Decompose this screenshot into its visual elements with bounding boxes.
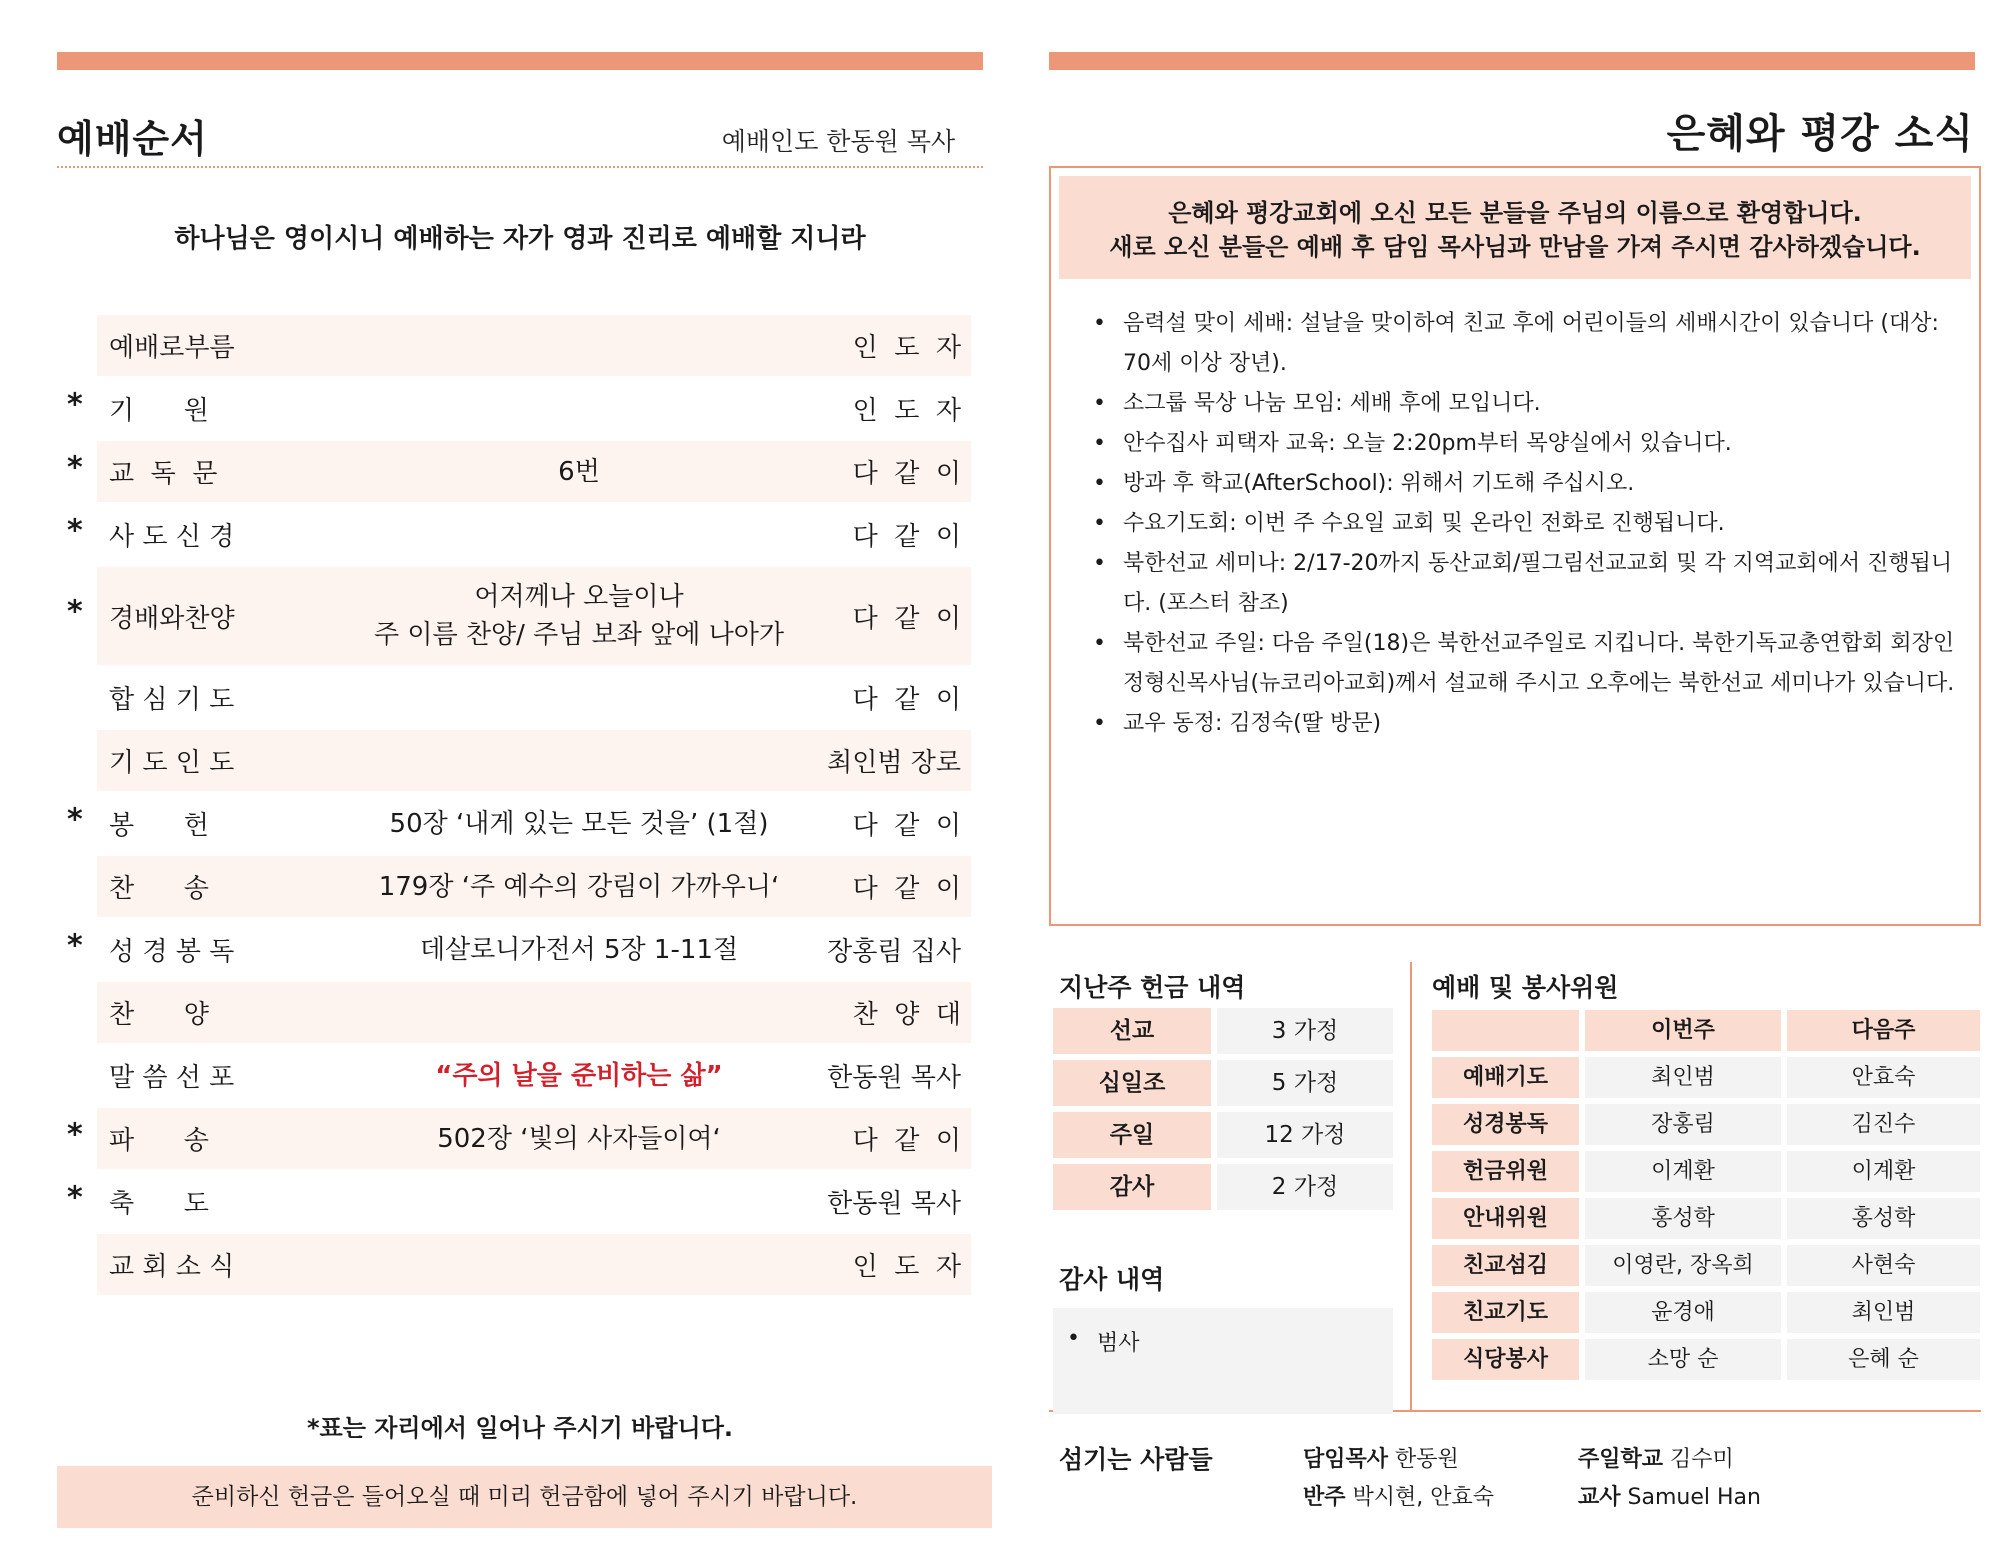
duty-row	[1432, 1151, 1980, 1192]
service-item-leader: 인 도 자	[852, 333, 961, 363]
duty-row	[1432, 1104, 1980, 1145]
duty-next-week: 최인범	[1787, 1292, 1980, 1333]
duty-this-week: 소망 순	[1585, 1339, 1781, 1380]
news-item: • 안수집사 피택자 교육: 오늘 2:20pm부터 목양실에서 있습니다.	[1093, 424, 1959, 464]
service-item-name: 파 송	[109, 1126, 209, 1156]
service-item-leader: 다 같 이	[852, 1126, 961, 1156]
duty-this-week: 장홍림	[1585, 1104, 1781, 1145]
service-item-name: 기 원	[109, 396, 209, 426]
duty-this-week: 이계환	[1585, 1151, 1781, 1192]
service-item-name: 봉 헌	[109, 811, 209, 841]
duty-role: 친교섬김	[1432, 1245, 1579, 1286]
duty-next-week: 김진수	[1787, 1104, 1980, 1145]
servant-sunday-school: 주일학교 김수미	[1578, 1447, 1734, 1472]
news-item: • 방과 후 학교(AfterSchool): 위해서 기도해 주십시오.	[1093, 464, 1959, 504]
standing-mark: *	[67, 1116, 83, 1152]
service-item	[57, 1170, 983, 1233]
duty-role: 헌금위원	[1432, 1151, 1579, 1192]
service-item-leader: 다 같 이	[852, 811, 961, 841]
service-item-name: 성 경 봉 독	[109, 937, 235, 967]
news-list	[1093, 304, 1959, 744]
dotted-divider	[57, 166, 983, 168]
news-item: • 음력설 맞이 세배: 설날을 맞이하여 친교 후에 어린이들의 세배시간이 있습니다 (대상: 70세 이상 장년).	[1093, 304, 1959, 384]
welcome-message	[1059, 176, 1971, 279]
service-item-content: “주의 날을 준비하는 삶”	[435, 1060, 723, 1091]
service-item-name: 예배로부름	[109, 333, 235, 363]
news-item: • 북한선교 주일: 다음 주일(18)은 북한선교주일로 지킵니다. 북한기독교총연합회 회장인 정형신목사님(뉴코리아교회)께서 설교해 주시고 오후에는 북한선교 세미나가 있습니다.	[1093, 624, 1959, 704]
offering-type: 십일조	[1053, 1060, 1211, 1106]
offering-row	[1053, 1060, 1393, 1106]
service-item-content: 데살로니가전서 5장 1-11절	[419, 934, 739, 965]
offering-type: 선교	[1053, 1008, 1211, 1054]
service-item	[57, 440, 983, 503]
thanks-title: 감사 내역	[1059, 1265, 1165, 1294]
service-item-content: 6번	[558, 456, 600, 487]
news-title: 은혜와 평강 소식	[1666, 111, 1974, 157]
service-item	[57, 377, 983, 440]
thanks-item: • 범사	[1053, 1326, 1393, 1357]
duty-row	[1432, 1245, 1980, 1286]
service-order-list	[57, 314, 983, 1296]
worship-leader: 예배인도 한동원 목사	[721, 127, 955, 156]
servant-pastor: 담임목사 한동원	[1303, 1447, 1459, 1472]
duty-this-week: 이영란, 장옥희	[1585, 1245, 1781, 1286]
service-item-name: 찬 양	[109, 1000, 209, 1030]
offering-count: 2 가정	[1217, 1164, 1393, 1210]
service-item	[57, 981, 983, 1044]
service-item-leader: 인 도 자	[852, 1252, 961, 1282]
service-item-name: 기 도 인 도	[109, 748, 235, 778]
offering-row	[1053, 1112, 1393, 1158]
news-item: • 수요기도회: 이번 주 수요일 교회 및 온라인 전화로 진행됩니다.	[1093, 504, 1959, 544]
service-item-content: 179장 ‘주 예수의 강림이 가까우니‘	[378, 871, 780, 902]
offering-type: 주일	[1053, 1112, 1211, 1158]
news-box	[1049, 166, 1981, 926]
duty-header-next-week: 다음주	[1787, 1010, 1980, 1051]
service-item-leader: 찬 양 대	[852, 1000, 961, 1030]
duty-role: 식당봉사	[1432, 1339, 1579, 1380]
duty-header-row	[1432, 1010, 1980, 1051]
service-item-leader: 다 같 이	[852, 459, 961, 489]
order-of-worship-title: 예배순서	[57, 117, 208, 161]
service-item-leader: 다 같 이	[852, 874, 961, 904]
service-item-content: 어저께나 오늘이나 주 이름 찬양/ 주님 보좌 앞에 나아가	[374, 582, 784, 650]
servants-title: 섬기는 사람들	[1059, 1445, 1213, 1474]
service-item-leader: 한동원 목사	[827, 1189, 961, 1219]
news-item: • 소그룹 묵상 나눔 모임: 세배 후에 모입니다.	[1093, 384, 1959, 424]
duty-this-week: 홍성학	[1585, 1198, 1781, 1239]
duty-row	[1432, 1292, 1980, 1333]
servant-teacher: 교사 Samuel Han	[1578, 1485, 1761, 1510]
duty-next-week: 이계환	[1787, 1151, 1980, 1192]
service-item-content: 502장 ‘빛의 사자들이여‘	[437, 1123, 721, 1154]
duty-next-week: 안효숙	[1787, 1057, 1980, 1098]
offering-count: 12 가정	[1217, 1112, 1393, 1158]
duty-role: 친교기도	[1432, 1292, 1579, 1333]
service-item-leader: 다 같 이	[852, 522, 961, 552]
offering-type: 감사	[1053, 1164, 1211, 1210]
service-item-name: 찬 송	[109, 874, 209, 904]
offering-count: 3 가정	[1217, 1008, 1393, 1054]
duty-header-blank	[1432, 1010, 1579, 1051]
duty-row	[1432, 1057, 1980, 1098]
offering-row	[1053, 1008, 1393, 1054]
service-item	[57, 1233, 983, 1296]
service-item-leader: 장홍림 집사	[827, 937, 961, 967]
duty-header-this-week: 이번주	[1585, 1010, 1781, 1051]
service-item	[57, 1044, 983, 1107]
service-item	[57, 666, 983, 729]
service-item	[57, 729, 983, 792]
service-item-leader: 한동원 목사	[827, 1063, 961, 1093]
duty-role: 예배기도	[1432, 1057, 1579, 1098]
standing-mark: *	[67, 801, 83, 837]
standing-mark: *	[67, 927, 83, 963]
service-item-leader: 다 같 이	[852, 685, 961, 715]
standing-mark: *	[67, 1179, 83, 1215]
service-item-content: 50장 ‘내게 있는 모든 것을’ (1절)	[389, 808, 769, 839]
left-accent-bar	[57, 52, 983, 70]
duty-next-week: 홍성학	[1787, 1198, 1980, 1239]
service-item-name: 사 도 신 경	[109, 522, 235, 552]
thanks-list	[1053, 1308, 1393, 1414]
service-item-name: 경배와찬양	[109, 603, 235, 634]
duty-role: 성경봉독	[1432, 1104, 1579, 1145]
service-item-name: 교 회 소 식	[109, 1252, 235, 1282]
welcome-line-1: 은혜와 평강교회에 오신 모든 분들을 주님의 이름으로 환영합니다.	[1168, 199, 1862, 227]
duty-this-week: 최인범	[1585, 1057, 1781, 1098]
duty-next-week: 사현숙	[1787, 1245, 1980, 1286]
offering-count: 5 가정	[1217, 1060, 1393, 1106]
service-item-leader: 최인범 장로	[827, 748, 961, 778]
offering-table	[1053, 1008, 1393, 1216]
duty-title: 예배 및 봉사위원	[1432, 973, 1619, 1002]
service-item-leader: 다 같 이	[852, 603, 961, 634]
vertical-divider	[1410, 962, 1412, 1412]
standing-mark: *	[67, 449, 83, 485]
news-item: • 북한선교 세미나: 2/17-20까지 동산교회/필그림선교교회 및 각 지역교회에서 진행됩니다. (포스터 참조)	[1093, 544, 1959, 624]
service-item	[57, 855, 983, 918]
welcome-line-2: 새로 오신 분들은 예배 후 담임 목사님과 만남을 가져 주시면 감사하겠습니다.	[1109, 233, 1921, 261]
duty-next-week: 은혜 순	[1787, 1339, 1980, 1380]
stand-note: *표는 자리에서 일어나 주시기 바랍니다.	[306, 1414, 734, 1442]
duty-this-week: 윤경애	[1585, 1292, 1781, 1333]
service-item-name: 합 심 기 도	[109, 685, 235, 715]
service-item	[57, 792, 983, 855]
right-accent-bar	[1049, 52, 1975, 70]
offering-note: 준비하신 헌금은 들어오실 때 미리 헌금함에 넣어 주시기 바랍니다.	[57, 1466, 992, 1528]
standing-mark: *	[67, 386, 83, 422]
servant-accompanist: 반주 박시현, 안효숙	[1303, 1485, 1495, 1510]
service-item	[57, 314, 983, 377]
duty-table	[1432, 1010, 1980, 1386]
service-item-name: 축 도	[109, 1189, 209, 1219]
service-item-leader: 인 도 자	[852, 396, 961, 426]
duty-row	[1432, 1339, 1980, 1380]
service-item	[57, 918, 983, 981]
standing-mark: *	[67, 512, 83, 548]
offering-row	[1053, 1164, 1393, 1210]
scripture-verse: 하나님은 영이시니 예배하는 자가 영과 진리로 예배할 지니라	[174, 224, 866, 254]
service-item	[57, 566, 983, 666]
standing-mark: *	[67, 594, 83, 630]
offering-report-title: 지난주 헌금 내역	[1059, 973, 1246, 1002]
service-item-name: 말 씀 선 포	[109, 1063, 235, 1093]
service-item	[57, 1107, 983, 1170]
duty-role: 안내위원	[1432, 1198, 1579, 1239]
news-item: • 교우 동정: 김정숙(딸 방문)	[1093, 704, 1959, 744]
service-item	[57, 503, 983, 566]
duty-row	[1432, 1198, 1980, 1239]
service-item-name: 교 독 문	[109, 459, 218, 489]
